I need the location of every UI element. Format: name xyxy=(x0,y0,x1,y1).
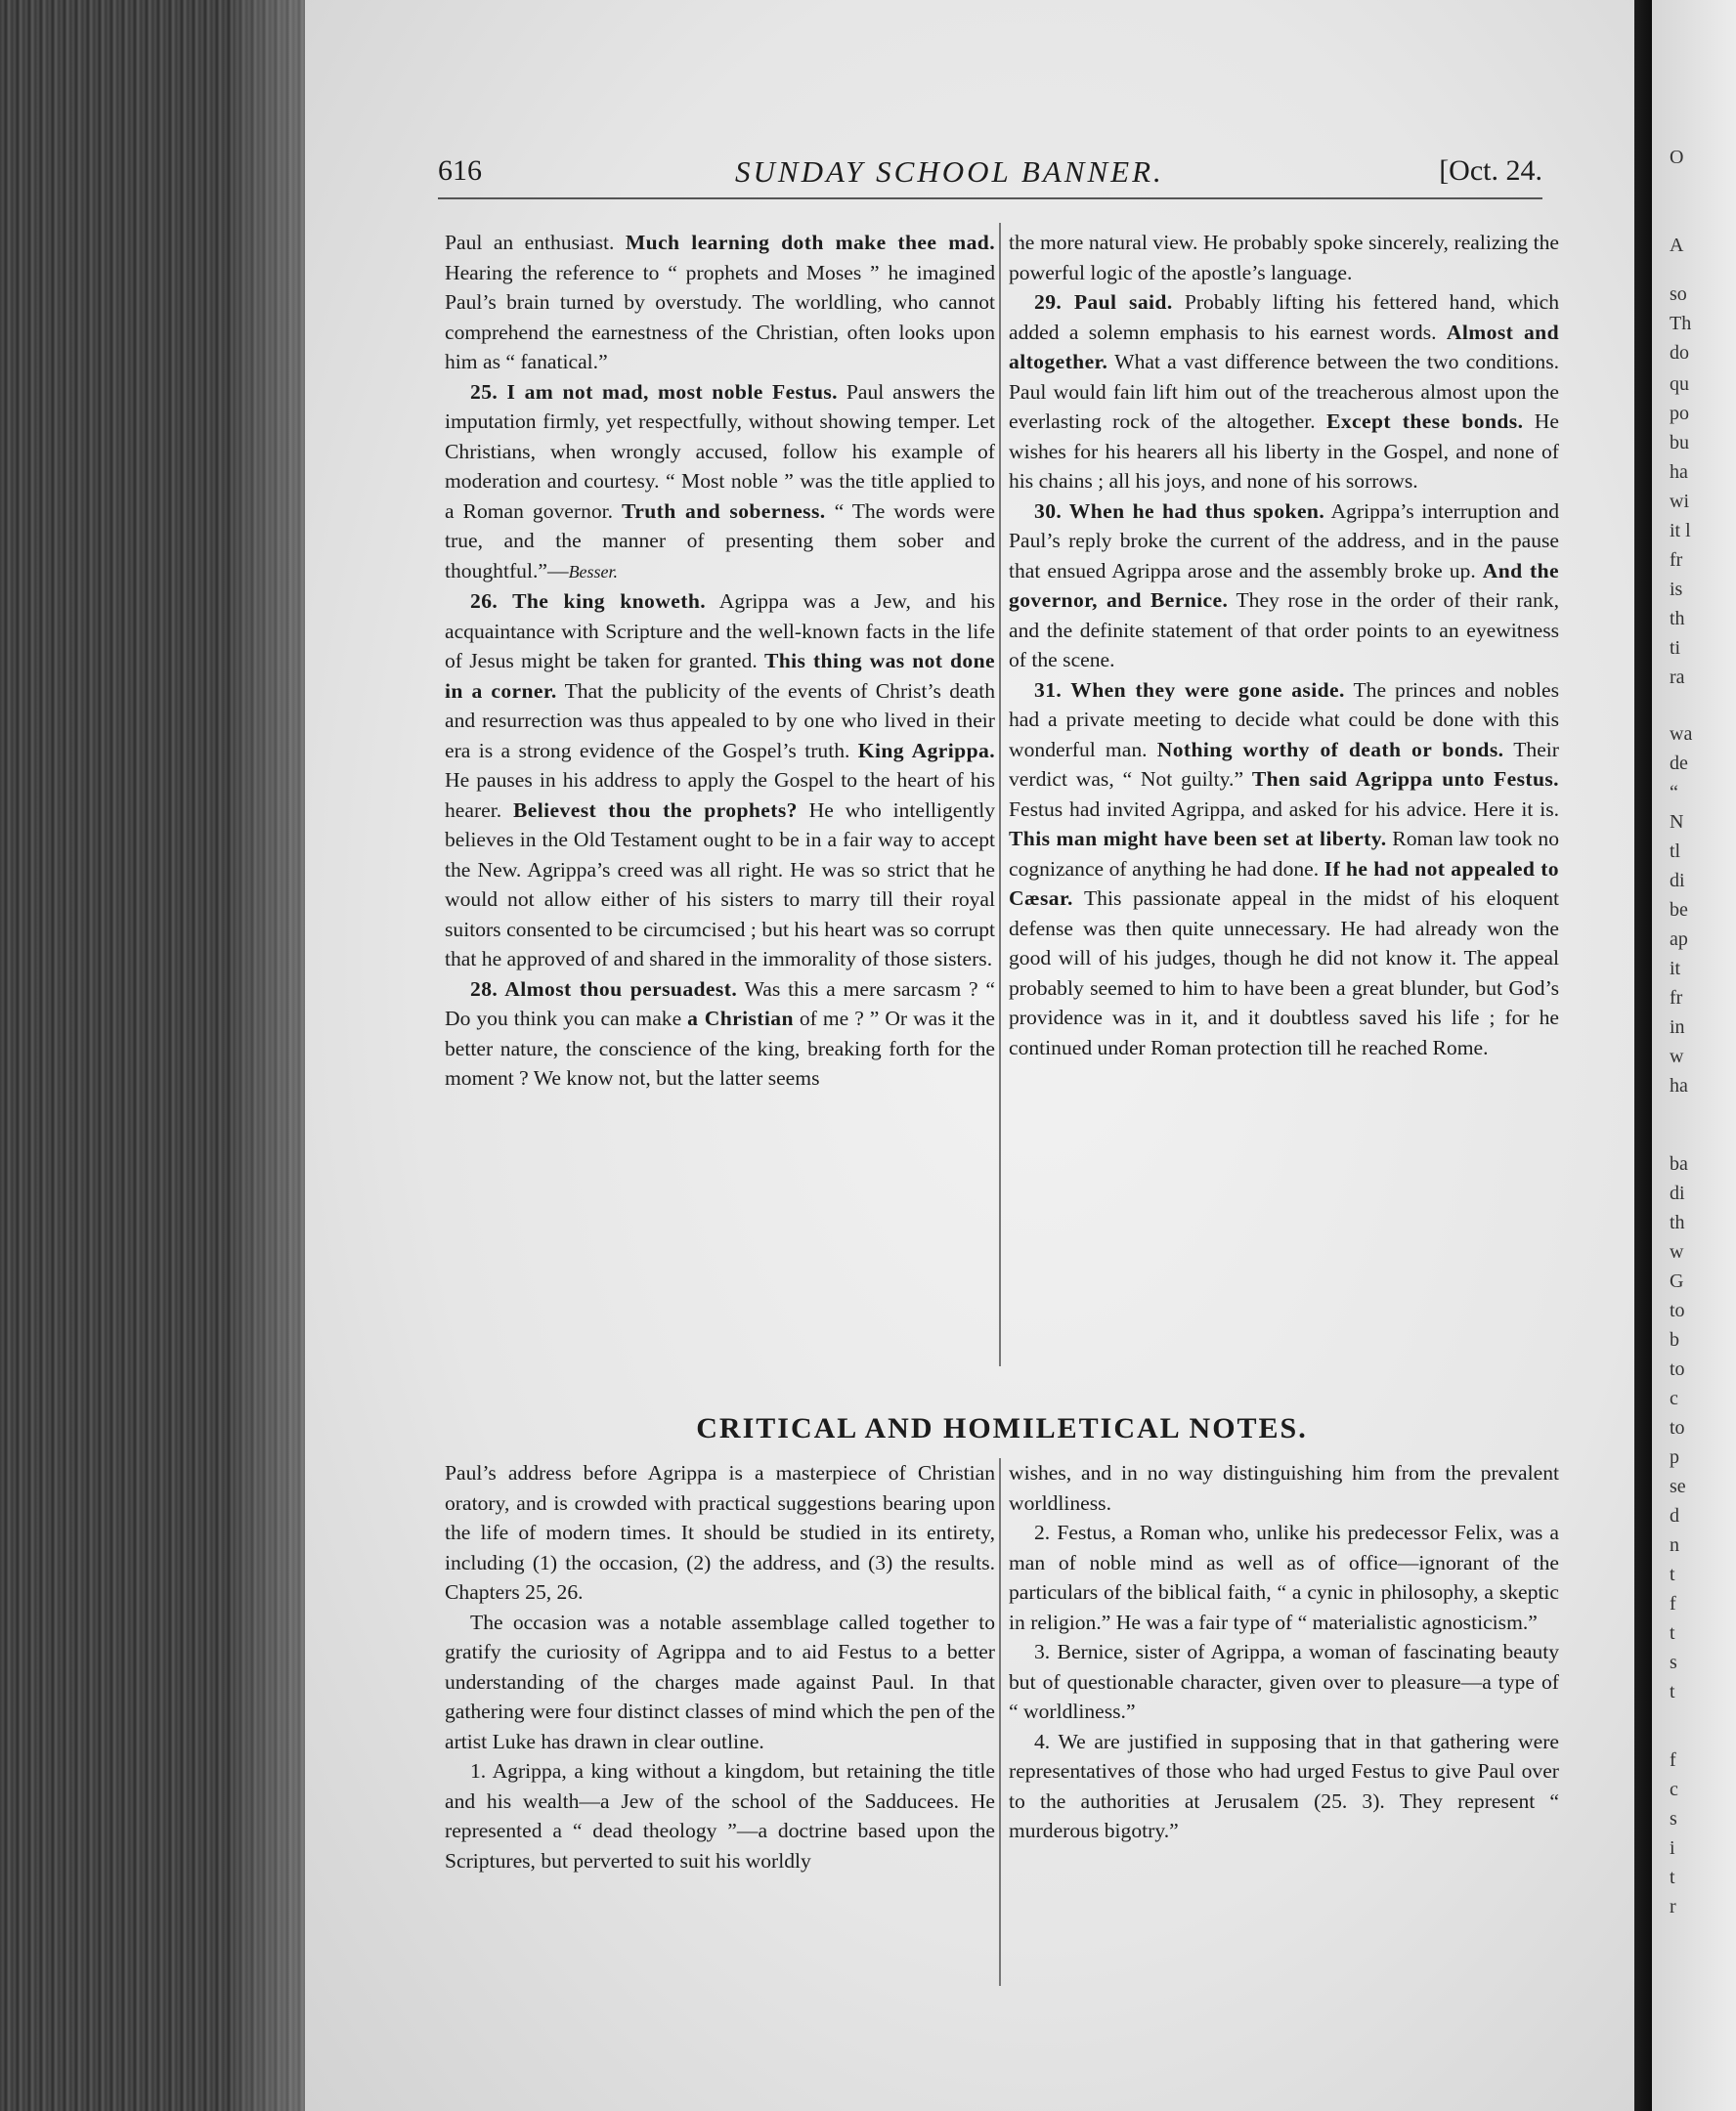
paragraph xyxy=(1009,1727,1559,1846)
facing-page-fragment: s xyxy=(1670,1808,1677,1830)
bold-phrase: 31. When they were gone aside. xyxy=(1034,677,1345,702)
facing-page-fragment: it l xyxy=(1670,520,1691,541)
facing-page-fragment: be xyxy=(1670,899,1688,921)
paragraph xyxy=(1009,675,1559,1063)
header-rule xyxy=(438,197,1542,199)
facing-page-fragment: t xyxy=(1670,1564,1675,1585)
paragraph xyxy=(1009,1518,1559,1637)
facing-page-fragment: t xyxy=(1670,1681,1675,1702)
text-run: The princes and nobles had a private meeting to decide what could be done with this wonderful man. xyxy=(1009,677,1560,761)
paragraph xyxy=(1009,228,1559,287)
bold-phrase: This thing was not done in a corner. xyxy=(445,649,995,703)
facing-page-fragment: c xyxy=(1670,1388,1678,1409)
facing-page-fragment: s xyxy=(1670,1652,1677,1673)
bold-phrase: King Agrippa. xyxy=(857,738,995,762)
text-run: 2. Festus, a Roman who, unlike his predecessor Felix, was a man of noble mind as well as of office—ignorant of the particulars of the biblical faith, “ a cynic in philosophy, a skeptic in religion.” He was a fair type of “ materialistic agnosticism.” xyxy=(1009,1521,1559,1634)
facing-page-fragment: do xyxy=(1670,342,1689,364)
text-run: Festus had invited Agrippa, and asked for his advice. Here it is. xyxy=(1009,797,1559,821)
text-run: of me ? ” Or was it the better nature, the conscience of the king, breaking forth for the moment ? We know not, but the latter seems xyxy=(445,1007,995,1090)
text-run: What a vast difference between the two conditions. Paul would fain lift him out of the treacherous almost upon the everlasting rock of the altogether. xyxy=(1009,350,1559,433)
text-run: He who intelligently believes in the Old Testament ought to be in a fair way to accept the New. Agrippa’s creed was all right. He was so strict that he would not allow either of his sisters to marry till their royal suitors consented to be circumcised ; but his heart was so corrupt that he approved of and shared in the immorality of those sisters. xyxy=(445,797,995,970)
text-run: He pauses in his address to apply the Gospel to the heart of his hearer. xyxy=(445,768,995,822)
facing-page-fragment: A xyxy=(1670,235,1684,256)
facing-page-fragment: w xyxy=(1670,1241,1684,1263)
notes-column-right xyxy=(1009,1458,1559,1846)
facing-page-fragment: c xyxy=(1670,1779,1678,1800)
facing-page-fragment: th xyxy=(1670,608,1685,629)
facing-page-fragment: G xyxy=(1670,1271,1684,1292)
paragraph xyxy=(445,228,995,377)
facing-page-fragment: di xyxy=(1670,1183,1685,1204)
paragraph xyxy=(1009,287,1559,496)
facing-page-fragment: O xyxy=(1670,147,1684,168)
bold-phrase: Believest thou the prophets? xyxy=(512,797,798,822)
bold-phrase: 25. I am not mad, most noble Festus. xyxy=(470,379,838,404)
facing-page-fragment: so xyxy=(1670,283,1687,305)
facing-page-fragment: ba xyxy=(1670,1153,1688,1175)
page-number: 616 xyxy=(438,154,482,187)
text-run: 4. We are justified in supposing that in that gathering were representatives of those who had urged Festus to give Paul over to the authorities at Jerusalem (25. 3). They represent “ murderous bigotry.” xyxy=(1009,1729,1559,1842)
issue-date: [Oct. 24. xyxy=(1439,154,1542,187)
facing-page-fragment: w xyxy=(1670,1046,1684,1067)
bold-phrase: 30. When he had thus spoken. xyxy=(1034,498,1325,523)
text-run: The occasion was a notable assemblage called together to gratify the curiosity of Agrippa and to aid Festus to a better understanding of the charges made against Paul. In that gathering were four distinct classes of mind which the pen of the artist Luke has drawn in clear outline. xyxy=(445,1610,995,1753)
bold-phrase: Then said Agrippa unto Festus. xyxy=(1251,767,1559,791)
paragraph xyxy=(445,586,995,974)
paragraph xyxy=(445,1756,995,1875)
facing-page-fragment: fr xyxy=(1670,549,1683,571)
facing-page-fragment: ra xyxy=(1670,667,1685,688)
text-run: Agrippa was a Jew, and his acquaintance with Scripture and the well-known facts in the life of Jesus might be taken for granted. xyxy=(445,589,995,672)
facing-page-fragment: t xyxy=(1670,1622,1675,1644)
text-run: Paul an enthusiast. xyxy=(445,231,626,254)
paragraph xyxy=(445,1458,995,1608)
facing-page-fragment: f xyxy=(1670,1749,1676,1771)
facing-page-fragment: to xyxy=(1670,1417,1685,1439)
next-page-edge xyxy=(1652,0,1736,2111)
facing-page-fragment: f xyxy=(1670,1593,1676,1615)
commentary-column-right xyxy=(1009,228,1559,1062)
facing-page-fragment: to xyxy=(1670,1300,1685,1321)
facing-page-fragment: qu xyxy=(1670,373,1689,395)
facing-page-fragment: fr xyxy=(1670,987,1683,1009)
citation: Besser. xyxy=(568,561,619,582)
facing-page-fragment: ap xyxy=(1670,928,1688,950)
facing-page-fragment: th xyxy=(1670,1212,1685,1233)
bold-phrase: This man might have been set at liberty. xyxy=(1009,827,1387,850)
facing-page-fragment: p xyxy=(1670,1446,1679,1468)
facing-page-fragment: in xyxy=(1670,1016,1685,1038)
facing-page-fragment: de xyxy=(1670,753,1688,774)
gutter xyxy=(1634,0,1652,2111)
facing-page-fragment: to xyxy=(1670,1358,1685,1380)
paragraph xyxy=(1009,1637,1559,1727)
facing-page-fragment: wa xyxy=(1670,723,1693,745)
text-run: 1. Agrippa, a king without a kingdom, but retaining the title and his wealth—a Jew of the school of the Sadducees. He represented a “ dead theology ”—a doctrine based upon the Scriptures, but perverted to suit his worldly xyxy=(445,1759,995,1873)
running-header xyxy=(438,154,1542,194)
facing-page-fragment: ti xyxy=(1670,637,1681,659)
text-run: Roman law took no cognizance of anything he had done. xyxy=(1009,827,1559,881)
bold-phrase: And the governor, and Bernice. xyxy=(1009,558,1559,612)
text-run: Was this a mere sarcasm ? “ Do you think you can make xyxy=(445,976,996,1030)
text-run: “ The words were true, and the manner of presenting them sober and thoughtful.”— xyxy=(445,498,995,582)
text-run: Their verdict was, “ Not guilty.” xyxy=(1009,737,1559,791)
bold-phrase: Nothing worthy of death or bonds. xyxy=(1156,737,1504,761)
book-edge xyxy=(0,0,308,2111)
text-run: Agrippa’s interruption and Paul’s reply broke the current of the address, and in the pause that ensued Agrippa arose and the assembly broke up. xyxy=(1009,498,1559,582)
facing-page-fragment: ha xyxy=(1670,1075,1688,1097)
facing-page-fragment: n xyxy=(1670,1534,1679,1556)
bold-phrase: 28. Almost thou persuadest. xyxy=(470,976,738,1001)
text-run: the more natural view. He probably spoke sincerely, realizing the powerful logic of the apostle’s language. xyxy=(1009,231,1559,284)
commentary-column-left xyxy=(445,228,995,1094)
paragraph xyxy=(445,1608,995,1757)
publication-title: SUNDAY SCHOOL BANNER. xyxy=(735,154,1164,189)
facing-page-fragment: “ xyxy=(1670,782,1678,803)
text-run: That the publicity of the events of Christ’s death and resurrection was thus appealed to by one who lived in their era is a strong evidence of the Gospel’s truth. xyxy=(445,678,995,762)
facing-page-fragment: b xyxy=(1670,1329,1679,1351)
bold-phrase: Except these bonds. xyxy=(1326,409,1524,433)
paragraph xyxy=(1009,496,1559,675)
facing-page-fragment: N xyxy=(1670,811,1684,833)
text-run: Paul’s address before Agrippa is a masterpiece of Christian oratory, and is crowded with practical suggestions bearing upon the life of modern times. It should be studied in its entirety, including (1) the occasion, (2) the address, and (3) the results. Chapters 25, 26. xyxy=(445,1461,995,1604)
facing-page-fragment: Th xyxy=(1670,313,1692,334)
text-run: wishes, and in no way distinguishing him from the prevalent worldliness. xyxy=(1009,1461,1559,1515)
column-divider xyxy=(999,223,1001,1366)
facing-page-fragment: bu xyxy=(1670,432,1689,453)
notes-column-left xyxy=(445,1458,995,1875)
bold-phrase: a Christian xyxy=(687,1007,794,1030)
text-run: Hearing the reference to “ prophets and Moses ” he imagined Paul’s brain turned by overstudy. The worldling, who cannot comprehend the earnestness of the Christian, often looks upon him as “ fanatical.” xyxy=(445,260,995,373)
bold-phrase: If he had not appealed to Cæsar. xyxy=(1009,856,1559,910)
facing-page-fragment: it xyxy=(1670,958,1681,979)
facing-page-fragment: t xyxy=(1670,1867,1675,1888)
bold-phrase: 29. Paul said. xyxy=(1034,290,1173,314)
paragraph xyxy=(445,377,995,587)
text-run: This passionate appeal in the midst of his eloquent defense was then quite unnecessary. He had already won the good will of his judges, though he did not know it. The appeal probably seemed to him to have been a great blunder, but God’s providence was in it, and it doubtless saved his life ; for he continued under Roman protection till he reached Rome. xyxy=(1009,886,1559,1059)
facing-page-fragment: ha xyxy=(1670,461,1688,483)
text-run: Probably lifting his fettered hand, which added a solemn emphasis to his earnest words. xyxy=(1009,290,1559,344)
text-run: 3. Bernice, sister of Agrippa, a woman of fascinating beauty but of questionable character, given over to pleasure—a type of “ worldliness.” xyxy=(1009,1640,1559,1723)
facing-page-fragment: tl xyxy=(1670,840,1681,862)
paragraph xyxy=(445,974,995,1094)
facing-page-fragment: r xyxy=(1670,1896,1676,1917)
facing-page-fragment: i xyxy=(1670,1837,1675,1859)
bold-phrase: Much learning doth make thee mad. xyxy=(625,231,996,254)
paragraph xyxy=(1009,1458,1559,1518)
facing-page-fragment: wi xyxy=(1670,491,1689,512)
section-title: CRITICAL AND HOMILETICAL NOTES. xyxy=(696,1412,1308,1444)
facing-page-fragment: po xyxy=(1670,403,1689,424)
facing-page-fragment: d xyxy=(1670,1505,1679,1527)
notes-column-divider xyxy=(999,1458,1001,1986)
facing-page-fragment: di xyxy=(1670,870,1685,891)
text-run: They rose in the order of their rank, and the definite statement of that order points to an eyewitness of the scene. xyxy=(1009,588,1559,671)
bold-phrase: Almost and altogether. xyxy=(1009,320,1559,373)
facing-page-fragment: se xyxy=(1670,1476,1686,1497)
text-run: Paul answers the imputation firmly, yet respectfully, without showing temper. Let Christians, when wrongly accused, follow his example of moderation and courtesy. “ Most noble ” was the title applied to a Roman governor. xyxy=(445,379,995,523)
text-run: He wishes for his hearers all his liberty in the Gospel, and none of his chains ; all his joys, and none of his sorrows. xyxy=(1009,409,1559,493)
bold-phrase: Truth and soberness. xyxy=(622,498,826,523)
facing-page-fragment: is xyxy=(1670,579,1683,600)
bold-phrase: 26. The king knoweth. xyxy=(470,589,707,613)
